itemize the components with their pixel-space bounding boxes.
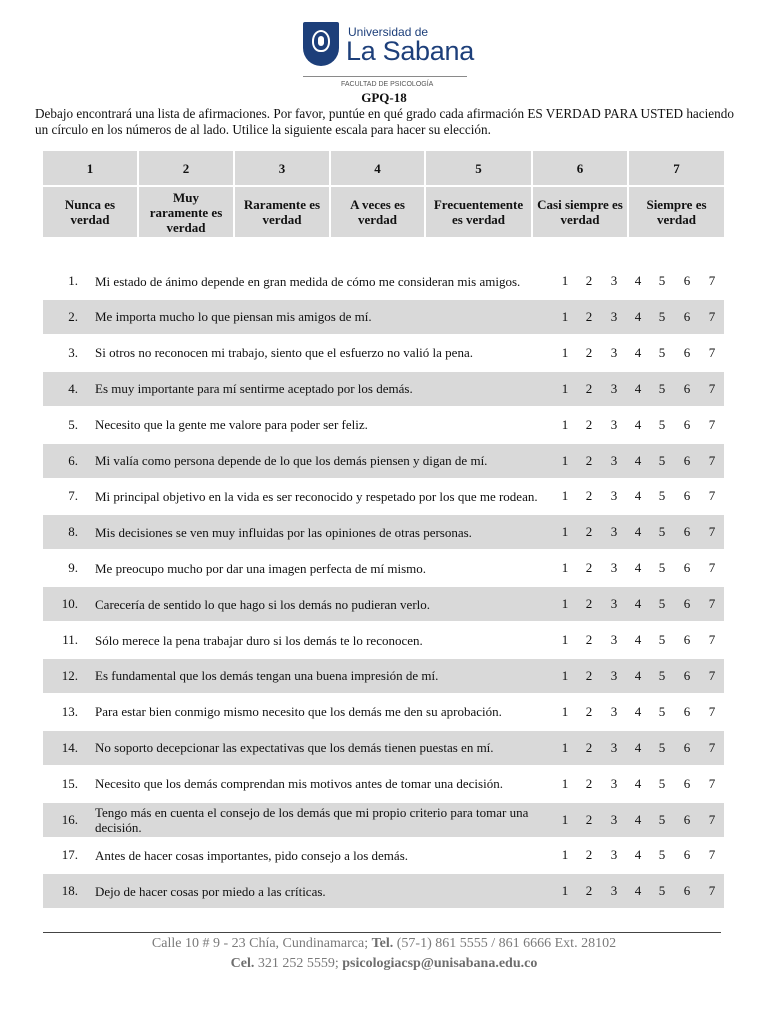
rating-option-5[interactable]: 5: [658, 632, 666, 647]
question-number: 12.: [61, 667, 78, 683]
rating-option-5[interactable]: 5: [658, 703, 666, 719]
rating-option-7[interactable]: 7: [708, 524, 716, 540]
question-row: [43, 372, 724, 406]
question-row: [43, 767, 724, 801]
question-row: [43, 408, 724, 442]
rating-option-2[interactable]: 2: [585, 775, 593, 791]
rating-option-7[interactable]: 7: [708, 883, 716, 899]
question-number: 9.: [68, 560, 78, 576]
rating-option-2[interactable]: 2: [585, 308, 593, 324]
scale-number-7: 7: [629, 151, 724, 185]
rating-option-7[interactable]: 7: [708, 596, 716, 612]
question-text: Mi valía como persona depende de lo que los demás piensen y digan de mí.: [95, 453, 488, 468]
rating-option-4[interactable]: 4: [634, 667, 642, 683]
rating-option-5[interactable]: 5: [658, 308, 666, 324]
question-text: Tengo más en cuenta el consejo de los demás que mi propio criterio para tomar una decisión.: [95, 804, 529, 835]
rating-option-3[interactable]: 3: [610, 883, 618, 899]
rating-option-1[interactable]: 1: [561, 488, 569, 504]
shield-icon: [303, 22, 339, 66]
university-logo: [303, 22, 473, 90]
rating-option-1[interactable]: 1: [561, 273, 569, 288]
question-row: [43, 515, 724, 549]
rating-option-6[interactable]: 6: [683, 308, 691, 324]
scale-number-2: 2: [139, 151, 233, 185]
rating-option-4[interactable]: 4: [634, 739, 642, 755]
question-text: Es muy importante para mí sentirme aceptado por los demás.: [95, 381, 413, 397]
rating-option-6[interactable]: 6: [683, 667, 691, 683]
instructions: Debajo encontrará una lista de afirmaciones. Por favor, puntúe en qué grado cada afirmación ES VERDAD PARA USTED haciendo un círculo en los números de al lado. Utilice la siguiente escala para hacer su elección.: [35, 106, 734, 137]
scale-label-2: Muy raramente es verdad: [139, 187, 233, 237]
rating-option-6[interactable]: 6: [683, 380, 691, 396]
rating-option-5[interactable]: 5: [658, 452, 666, 468]
question-text: Mi principal objetivo en la vida es ser reconocido y respetado por los que me rodean.: [95, 488, 538, 504]
rating-option-3[interactable]: 3: [610, 273, 618, 288]
rating-option-5[interactable]: 5: [658, 883, 666, 899]
rating-option-1[interactable]: 1: [561, 667, 569, 683]
question-text: Necesito que los demás comprendan mis motivos antes de tomar una decisión.: [95, 776, 503, 792]
footer-cel-label: Cel.: [230, 956, 255, 971]
rating-option-5[interactable]: 5: [658, 273, 666, 288]
question-row: [43, 587, 724, 621]
rating-option-6[interactable]: 6: [683, 452, 691, 468]
rating-option-3[interactable]: 3: [610, 344, 618, 360]
rating-option-2[interactable]: 2: [585, 667, 593, 683]
question-text: Carecería de sentido lo que hago si los demás no pudieran verlo.: [95, 596, 431, 612]
rating-option-6[interactable]: 6: [683, 344, 691, 360]
rating-option-3[interactable]: 3: [610, 560, 618, 576]
rating-option-4[interactable]: 4: [634, 883, 642, 899]
question-text: Sólo merece la pena trabajar duro si los demás te lo reconocen.: [95, 632, 423, 648]
rating-option-3[interactable]: 3: [610, 308, 618, 324]
question-number: 18.: [61, 883, 78, 899]
rating-option-7[interactable]: 7: [708, 380, 716, 396]
question-row: [43, 336, 724, 370]
rating-option-7[interactable]: 7: [708, 452, 716, 468]
rating-option-6[interactable]: 6: [683, 488, 691, 504]
footer-tel: (57-1) 861 5555 / 861 6666 Ext. 28102: [396, 936, 617, 951]
rating-option-1[interactable]: 1: [561, 344, 569, 360]
rating-option-2[interactable]: 2: [585, 380, 593, 396]
scale-label-4: A veces es verdad: [331, 187, 424, 237]
rating-option-4[interactable]: 4: [634, 524, 642, 540]
footer-divider: [43, 932, 721, 933]
rating-option-5[interactable]: 5: [658, 488, 666, 504]
rating-option-2[interactable]: 2: [585, 811, 593, 827]
rating-option-6[interactable]: 6: [683, 811, 691, 827]
rating-option-7[interactable]: 7: [708, 667, 716, 683]
rating-option-2[interactable]: 2: [585, 739, 593, 755]
question-text: Es fundamental que los demás tengan una buena impresión de mí.: [95, 668, 439, 684]
rating-option-6[interactable]: 6: [683, 632, 691, 647]
rating-option-6[interactable]: 6: [683, 273, 691, 288]
rating-option-6[interactable]: 6: [683, 596, 691, 612]
university-name-line2: La Sabana: [346, 36, 474, 66]
rating-option-1[interactable]: 1: [561, 524, 569, 540]
rating-option-7[interactable]: 7: [708, 560, 716, 576]
question-number: 11.: [62, 632, 78, 647]
question-text: Antes de hacer cosas importantes, pido consejo a los demás.: [95, 847, 408, 863]
rating-option-1[interactable]: 1: [561, 560, 569, 576]
scale-label-5: Frecuentemente es verdad: [426, 187, 531, 237]
rating-option-4[interactable]: 4: [634, 703, 642, 719]
rating-option-6[interactable]: 6: [683, 739, 691, 755]
scale-number-6: 6: [533, 151, 627, 185]
rating-option-7[interactable]: 7: [708, 703, 716, 719]
rating-option-1[interactable]: 1: [561, 632, 569, 647]
rating-option-3[interactable]: 3: [610, 811, 618, 827]
rating-option-7[interactable]: 7: [708, 775, 716, 791]
question-text: Si otros no reconocen mi trabajo, siento que el esfuerzo no valió la pena.: [95, 345, 473, 361]
rating-option-4[interactable]: 4: [634, 273, 642, 288]
rating-option-4[interactable]: 4: [634, 452, 642, 468]
rating-option-1[interactable]: 1: [561, 811, 569, 827]
rating-option-1[interactable]: 1: [561, 703, 569, 719]
rating-option-2[interactable]: 2: [585, 703, 593, 719]
rating-option-3[interactable]: 3: [610, 488, 618, 504]
question-text: Dejo de hacer cosas por miedo a las críticas.: [95, 883, 326, 899]
scale-table: [43, 151, 724, 237]
rating-option-3[interactable]: 3: [610, 739, 618, 755]
university-name-line1: Universidad de: [348, 25, 429, 39]
rating-option-1[interactable]: 1: [561, 883, 569, 899]
rating-option-5[interactable]: 5: [658, 524, 666, 540]
rating-option-4[interactable]: 4: [634, 811, 642, 827]
rating-option-5[interactable]: 5: [658, 739, 666, 755]
question-number: 10.: [61, 596, 78, 612]
question-text: Mis decisiones se ven muy influidas por las opiniones de otras personas.: [95, 524, 472, 540]
question-row: [43, 264, 724, 298]
question-text: Me importa mucho lo que piensan mis amigos de mí.: [95, 309, 372, 325]
rating-option-7[interactable]: 7: [708, 739, 716, 755]
rating-option-2[interactable]: 2: [585, 273, 593, 288]
rating-option-3[interactable]: 3: [610, 703, 618, 719]
scale-number-5: 5: [426, 151, 531, 185]
rating-option-2[interactable]: 2: [585, 883, 593, 899]
scale-number-1: 1: [43, 151, 137, 185]
rating-option-2[interactable]: 2: [585, 632, 593, 647]
footer-email[interactable]: psicologiacsp@unisabana.edu.co: [342, 956, 538, 971]
rating-option-6[interactable]: 6: [683, 560, 691, 576]
rating-option-1[interactable]: 1: [561, 452, 569, 468]
rating-option-4[interactable]: 4: [634, 416, 642, 432]
rating-option-7[interactable]: 7: [708, 344, 716, 360]
rating-option-7[interactable]: 7: [708, 488, 716, 504]
rating-option-3[interactable]: 3: [610, 847, 618, 863]
page-title: GPQ-18: [361, 90, 407, 105]
rating-option-2[interactable]: 2: [585, 344, 593, 360]
rating-option-4[interactable]: 4: [634, 488, 642, 504]
rating-option-7[interactable]: 7: [708, 273, 716, 288]
question-number: 4.: [68, 380, 78, 396]
logo-divider: [303, 76, 467, 77]
rating-option-5[interactable]: 5: [658, 416, 666, 432]
rating-option-5[interactable]: 5: [658, 560, 666, 576]
rating-option-5[interactable]: 5: [658, 380, 666, 396]
question-row: [43, 731, 724, 765]
question-row: [43, 623, 724, 657]
rating-option-3[interactable]: 3: [610, 596, 618, 612]
question-number: 13.: [61, 703, 78, 719]
question-number: 15.: [61, 775, 78, 791]
footer-cel: 321 252 5559;: [257, 956, 339, 971]
rating-option-1[interactable]: 1: [561, 739, 569, 755]
rating-option-4[interactable]: 4: [634, 847, 642, 863]
rating-option-1[interactable]: 1: [561, 596, 569, 612]
question-number: 1.: [68, 273, 78, 288]
question-row: [43, 838, 724, 872]
rating-option-2[interactable]: 2: [585, 524, 593, 540]
rating-option-5[interactable]: 5: [658, 775, 666, 791]
rating-option-5[interactable]: 5: [658, 667, 666, 683]
question-row: [43, 551, 724, 585]
rating-option-4[interactable]: 4: [634, 632, 642, 647]
rating-option-3[interactable]: 3: [610, 416, 618, 432]
rating-option-3[interactable]: 3: [610, 667, 618, 683]
rating-option-3[interactable]: 3: [610, 632, 618, 647]
rating-option-2[interactable]: 2: [585, 452, 593, 468]
rating-option-4[interactable]: 4: [634, 596, 642, 612]
rating-option-1[interactable]: 1: [561, 775, 569, 791]
rating-option-2[interactable]: 2: [585, 416, 593, 432]
rating-option-7[interactable]: 7: [708, 811, 716, 827]
rating-option-1[interactable]: 1: [561, 416, 569, 432]
rating-option-5[interactable]: 5: [658, 847, 666, 863]
rating-option-3[interactable]: 3: [610, 524, 618, 540]
question-row: [43, 695, 724, 729]
rating-option-2[interactable]: 2: [585, 488, 593, 504]
rating-option-4[interactable]: 4: [634, 775, 642, 791]
rating-option-7[interactable]: 7: [708, 308, 716, 324]
question-number: 7.: [68, 488, 78, 504]
question-text: Me preocupo mucho por dar una imagen perfecta de mí mismo.: [95, 560, 427, 576]
rating-option-6[interactable]: 6: [683, 847, 691, 863]
rating-option-2[interactable]: 2: [585, 847, 593, 863]
rating-option-4[interactable]: 4: [634, 560, 642, 576]
question-row: [43, 874, 724, 908]
rating-option-2[interactable]: 2: [585, 596, 593, 612]
footer-contact-line: [0, 956, 768, 972]
question-number: 8.: [68, 524, 78, 540]
scale-label-7: Siempre es verdad: [629, 187, 724, 237]
rating-option-1[interactable]: 1: [561, 847, 569, 863]
question-text: Para estar bien conmigo mismo necesito que los demás me den su aprobación.: [95, 704, 502, 720]
scale-number-4: 4: [331, 151, 424, 185]
question-row: [43, 300, 724, 334]
question-text: No soporto decepcionar las expectativas que los demás tienen puestas en mí.: [95, 740, 494, 756]
scale-label-1: Nunca es verdad: [43, 187, 137, 237]
scale-number-3: 3: [235, 151, 329, 185]
rating-option-6[interactable]: 6: [683, 524, 691, 540]
rating-option-3[interactable]: 3: [610, 452, 618, 468]
scale-label-3: Raramente es verdad: [235, 187, 329, 237]
question-text: Mi estado de ánimo depende en gran medida de cómo me consideran mis amigos.: [95, 273, 521, 289]
footer-address: Calle 10 # 9 - 23 Chía, Cundinamarca;: [151, 936, 369, 951]
rating-option-3[interactable]: 3: [610, 775, 618, 791]
question-row: [43, 659, 724, 693]
rating-option-6[interactable]: 6: [683, 703, 691, 719]
rating-option-5[interactable]: 5: [658, 596, 666, 612]
rating-option-6[interactable]: 6: [683, 883, 691, 899]
rating-option-1[interactable]: 1: [561, 380, 569, 396]
faculty-name: FACULTAD DE PSICOLOGÍA: [341, 81, 434, 88]
rating-option-1[interactable]: 1: [561, 308, 569, 324]
footer-address-line: [0, 936, 768, 952]
rating-option-3[interactable]: 3: [610, 380, 618, 396]
question-row: [43, 803, 724, 837]
question-row: [43, 444, 724, 478]
rating-option-2[interactable]: 2: [585, 560, 593, 576]
question-number: 2.: [68, 308, 78, 324]
footer-tel-label: Tel.: [371, 936, 394, 951]
rating-option-7[interactable]: 7: [708, 847, 716, 863]
rating-option-6[interactable]: 6: [683, 775, 691, 791]
rating-option-4[interactable]: 4: [634, 308, 642, 324]
rating-option-6[interactable]: 6: [683, 416, 691, 432]
rating-option-7[interactable]: 7: [708, 416, 716, 432]
question-number: 17.: [61, 847, 78, 863]
question-number: 6.: [68, 452, 78, 468]
question-number: 3.: [68, 344, 78, 360]
rating-option-5[interactable]: 5: [658, 344, 666, 360]
question-number: 5.: [68, 416, 78, 432]
rating-option-4[interactable]: 4: [634, 344, 642, 360]
rating-option-5[interactable]: 5: [658, 811, 666, 827]
question-text: Necesito que la gente me valore para poder ser feliz.: [95, 417, 368, 433]
question-row: [43, 479, 724, 513]
question-number: 16.: [61, 811, 78, 827]
scale-label-6: Casi siempre es verdad: [533, 187, 627, 237]
question-number: 14.: [61, 739, 78, 755]
rating-option-4[interactable]: 4: [634, 380, 642, 396]
rating-option-7[interactable]: 7: [708, 632, 716, 647]
